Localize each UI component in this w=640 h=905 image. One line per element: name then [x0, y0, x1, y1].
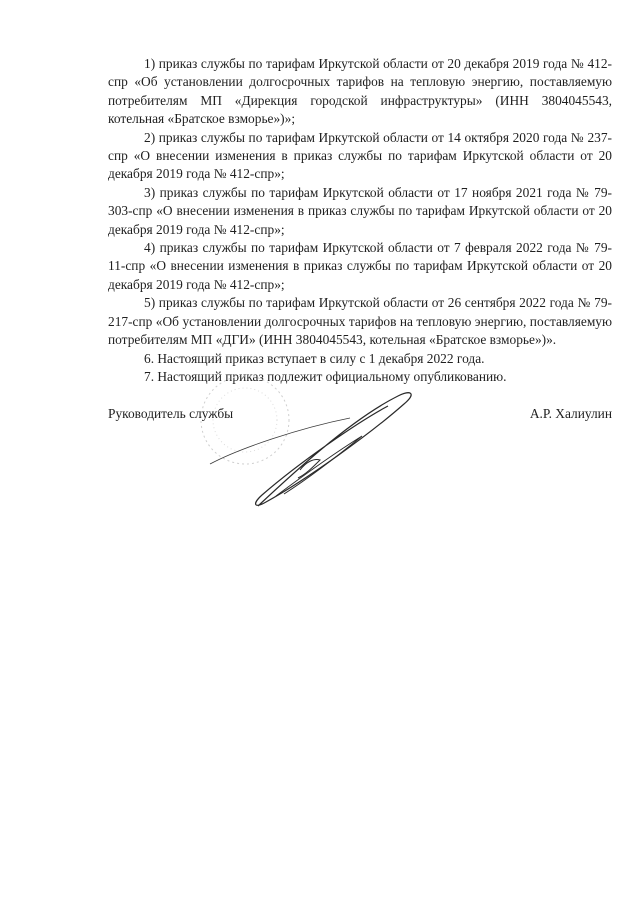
handwritten-signature-icon: [180, 378, 420, 518]
signatory-title: Руководитель службы: [108, 406, 234, 421]
list-item: 1) приказ службы по тарифам Иркутской области от 20 декабря 2019 года № 412-спр «Об установлении долгосрочных тарифов на тепловую энергию, поставляемую потребителям МП «Дирекция городской инфраструктуры» (ИНН 3804045543, котельная «Братское взморье»)»;: [108, 56, 612, 127]
list-item: 2) приказ службы по тарифам Иркутской области от 14 октября 2020 года № 237-спр «О внесении изменения в приказ службы по тарифам Иркутской области от 20 декабря 2019 года № 412-спр»;: [108, 129, 612, 182]
list-item: 4) приказ службы по тарифам Иркутской области от 7 февраля 2022 года № 79-11-спр «О внесении изменения в приказ службы по тарифам Иркутской области от 20 декабря 2019 года № 412-спр»;: [108, 240, 612, 292]
list-item: 3) приказ службы по тарифам Иркутской области от 17 ноября 2021 года № 79-303-спр «О внесении изменения в приказ службы по тарифам Иркутской области от 20 декабря 2019 года № 412-спр»;: [108, 184, 612, 237]
signatory-name: А.Р. Халиулин: [529, 406, 612, 421]
list-item: 7. Настоящий приказ подлежит официальному опубликованию.: [144, 368, 507, 384]
list-item: 6. Настоящий приказ вступает в силу с 1 декабря 2022 года.: [144, 350, 485, 366]
list-item: 5) приказ службы по тарифам Иркутской области от 26 сентября 2022 года № 79-217-спр «Об установлении долгосрочных тарифов на тепловую энергию, поставляемую потребителям МП «ДГИ» (ИНН 3804045543, котельная «Братское взморье»)».: [108, 295, 612, 348]
document-body: [108, 55, 612, 386]
